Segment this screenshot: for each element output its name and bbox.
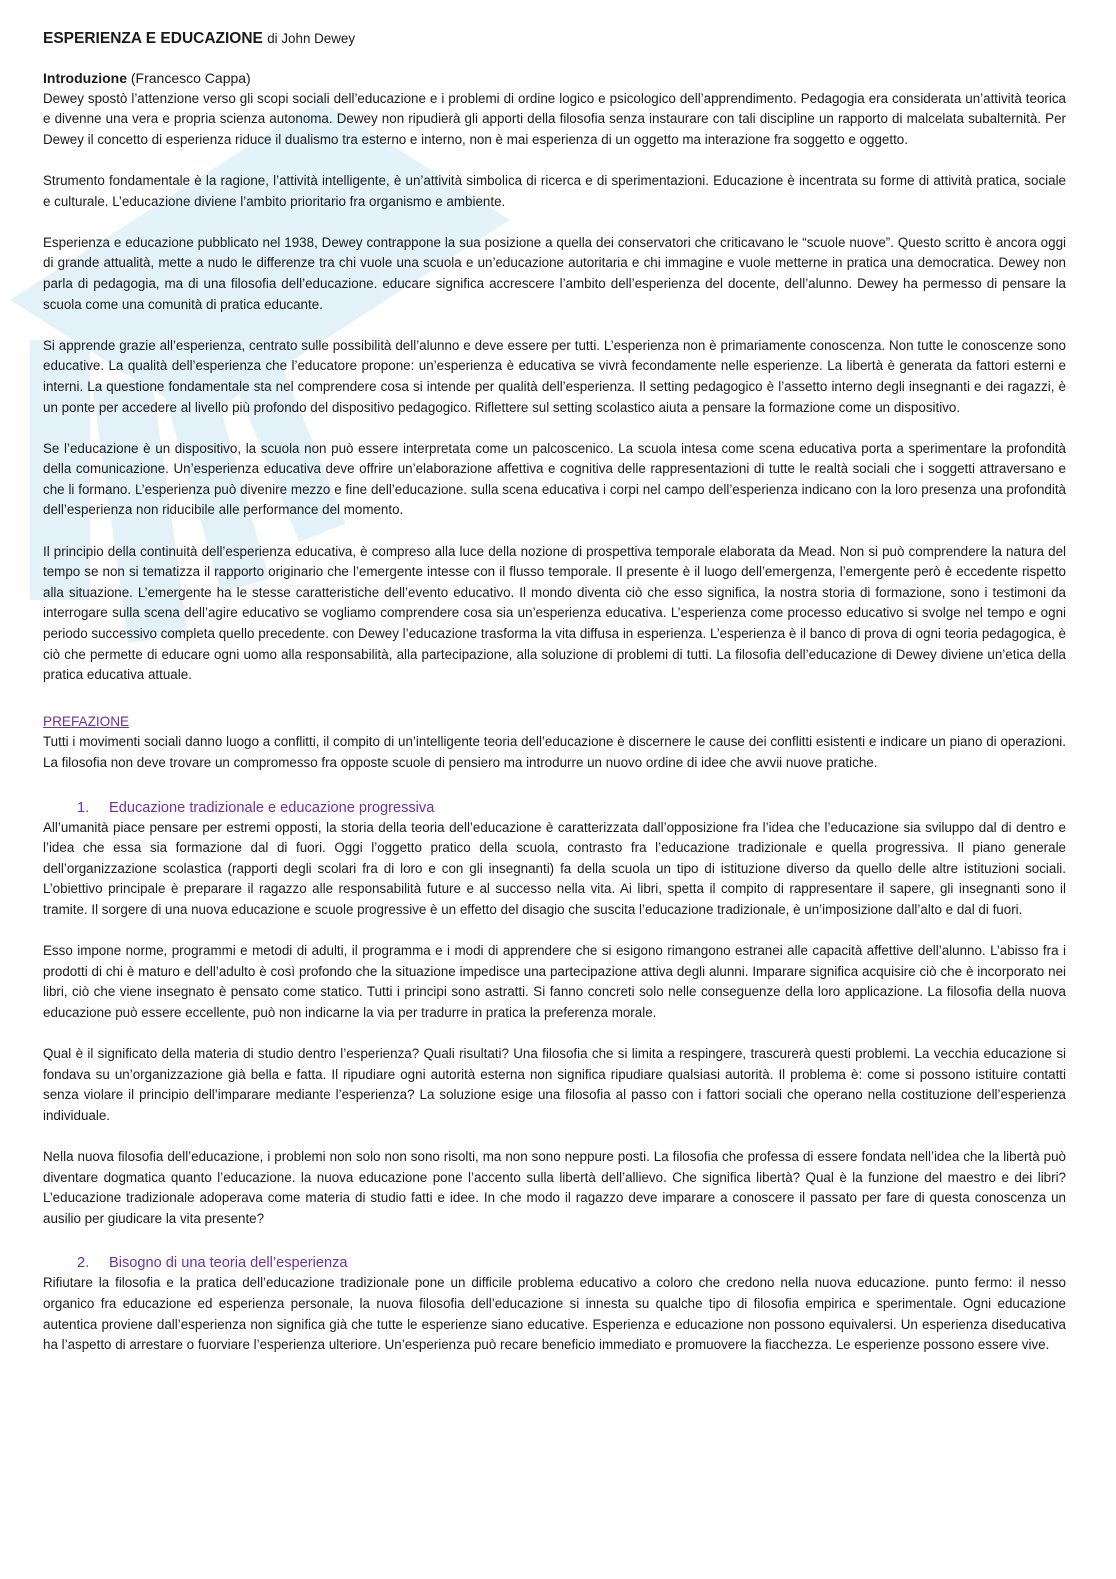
section-2-heading bbox=[43, 1253, 1066, 1273]
section-1-paragraph: Nella nuova filosofia dell’educazione, i problemi non solo non sono risolti, ma non sono neppure posti. La filosofia che professa di essere fondata nell’idea che la libertà può diventare dogmatica quanto l’educazione. la nuova educazione pone l’accento sulla libertà dell’allievo. Che significa libertà? Qual è la funzione del maestro e dei libri? L’educazione tradizionale adoperava come materia di studio fatti e idee. In che modo il ragazzo deve imparare a conoscere il passato per fare di questa conoscenza un ausilio per giudicare la vita presente? bbox=[43, 1149, 1066, 1226]
intro-paragraph: Il principio della continuità dell’esperienza educativa, è compreso alla luce della nozione di prospettiva temporale elaborata da Mead. Non si può comprendere la natura del tempo se non si tematizza il rapporto originario che l’emergente intesse con il flusso temporale. Il presente è il luogo dell’emergenza, l’emergente però è eccedente rispetto alla situazione. L’emergente ha le stesse caratteristiche dell’evento educativo. Il mondo diventa ciò che esso significa, la nostra storia di formazione, sono i testimoni da interrogare sulla scena dell’agire educativo se vogliamo comprendere cosa sia un’esperienza educativa. L’esperienza come processo educativo si svolge nel tempo e ogni periodo successivo completa quello precedente. con Dewey l’educazione trasforma la vita diffusa in esperienza. L’esperienza è il banco di prova di ogni teoria pedagogica, è ciò che permette di educare ogni uomo alla responsabilità, alla partecipazione, alla soluzione di problemi di tutti. La filosofia dell’educazione di Dewey diviene un’etica della pratica educativa attuale. bbox=[43, 543, 1066, 683]
section-2-number: 2. bbox=[77, 1255, 90, 1272]
intro-heading-label: Introduzione bbox=[43, 70, 127, 86]
section-1-title: Educazione tradizionale e educazione progressiva bbox=[109, 799, 435, 816]
title-author: di John Dewey bbox=[267, 31, 356, 46]
intro-paragraph: Strumento fondamentale è la ragione, l’attività intelligente, è un’attività simbolica di ricerca e di sperimentazioni. Educazione è incentrata su forme di attività pratica, sociale e culturale. L’educazione diviene l’ambito prioritario fra organismo e ambiente. bbox=[43, 172, 1066, 209]
intro-heading bbox=[43, 68, 1066, 89]
section-1-paragraph: Esso impone norme, programmi e metodi di adulti, il programma e i modi di apprendere che si esigono rimangono estranei alle capacità affettive dell’alunno. L’abisso fra i prodotti di chi è maturo e dell’adulto è così profondo che la situazione impedisce una partecipazione attiva degli alunni. Imparare significa acquisire ciò che è incorporato nei libri, ciò che viene insegnato è pensato come statico. Tutti i principi sono astratti. Si fanno concreti solo nelle conseguenze della loro applicazione. La filosofia della nuova educazione può essere eccellente, può non indicarne la via per tradurre in pratica la preferenza morale. bbox=[43, 943, 1066, 1020]
intro-heading-note: (Francesco Cappa) bbox=[130, 70, 251, 86]
preface-paragraph: Tutti i movimenti sociali danno luogo a conflitti, il compito di un’intelligente teoria dell’educazione è discernere le cause dei conflitti esistenti e indicare un piano di operazioni. La filosofia non deve trovare un compromesso fra opposte scuole di pensiero ma introdurre un nuovo ordine di idee che avvii nuove pratiche. bbox=[43, 734, 1066, 770]
section-1-paragraph: Qual è il significato della materia di studio dentro l’esperienza? Quali risultati? Una filosofia che si limita a respingere, trascurerà questi problemi. La vecchia educazione si fondava su un’organizzazione già bella e fatta. Il ripudiare ogni autorità esterna non significa ripudiare qualsiasi autorità. Il problema è: come si possono istituire contatti senza violare il principio dell’imparare mediante l’esperienza? La soluzione esige una filosofia al passo con i fattori sociali che operano nella costituzione dell’esperienza individuale. bbox=[43, 1046, 1066, 1123]
section-1-heading bbox=[43, 798, 1066, 818]
preface-heading: PREFAZIONE bbox=[43, 713, 130, 729]
title-main: ESPERIENZA E EDUCAZIONE bbox=[43, 30, 263, 47]
intro-paragraph: Esperienza e educazione pubblicato nel 1938, Dewey contrappone la sua posizione a quella dei conservatori che criticavano le “scuole nuove”. Questo scritto è ancora oggi di grande attualità, mette a nudo le differenze tra chi vuole una scuola e un’educazione autoritaria e chi immagine e vuole metterne in pratica una democratica. Dewey non parla di pedagogia, ma di una filosofia dell’educazione. educare significa accrescere l’ambito dell’esperienza del docente, dell’alunno. Dewey ha permesso di pensare la scuola come una comunità di pratica educante. bbox=[43, 234, 1066, 312]
intro-section bbox=[43, 89, 1066, 686]
intro-paragraph: Dewey spostò l’attenzione verso gli scopi sociali dell’educazione e i problemi di ordine logico e psicologico dell’apprendimento. Pedagogia era considerata un’attività teorica e divenne una vera e propria scienza autonoma. Dewey non ripudierà gli apporti della filosofia senza instaurare con tali discipline un rapporto di malcelata subalternità. Per Dewey il concetto di esperienza riduce il dualismo tra esterno e interno, non è mai esperienza di un oggetto ma interazione fra soggetto e oggetto. bbox=[43, 90, 1066, 147]
document-title bbox=[43, 28, 1066, 50]
section-2-title: Bisogno di una teoria dell’esperienza bbox=[109, 1255, 348, 1272]
intro-paragraph: Si apprende grazie all’esperienza, centrato sulle possibilità dell’alunno e deve essere per tutti. L’esperienza non è primariamente conoscenza. Non tutte le conoscenze sono educative. La qualità dell’esperienza che l’educatore propone: un’esperienza è educativa se vivrà fecondamente nelle esperienze. La libertà è generata da fattori esterni e interni. La questione fondamentale sta nel comprendere cosa si intende per qualità dell’esperienza. Il setting pedagogico è l’assetto interno degli insegnanti e dei ragazzi, è un ponte per accedere al livello più profondo del dispositivo pedagogico. Riflettere sul setting scolastico aiuta a pensare la formazione come un dispositivo. bbox=[43, 337, 1066, 415]
intro-paragraph: Se l’educazione è un dispositivo, la scuola non può essere interpretata come un palcoscenico. La scuola intesa come scena educativa porta a sperimentare la profondità della comunicazione. Un’esperienza educativa deve offrire un’elaborazione affettiva e cognitiva delle rappresentazioni di tutte le realtà sociali che i soggetti attraversano e che li formano. L’esperienza può divenire mezzo e fine dell’educazione. sulla scena educativa i corpi nel campo dell’esperienza indicano con la loro presenza una profondità dell’esperienza non riducibile alle performance del momento. bbox=[43, 440, 1066, 518]
section-2-paragraph: Rifiutare la filosofia e la pratica dell’educazione tradizionale pone un difficile problema educativo a coloro che credono nella nuova educazione. punto fermo: il nesso organico fra educazione ed esperienza personale, la nuova filosofia dell’educazione si innesta su qualche tipo di filosofia empirica e sperimentale. Ogni educazione autentica proviene dall’esperienza non significa già che tutte le esperienze siano educative. Esperienza e educazione non possono equivalersi. Un esperienza diseducativa ha l’aspetto di arrestare o fuorviare l’esperienza ulteriore. Un’esperienza può recare beneficio immediato e promuovere la fiacchezza. Le esperienze possono essere vive. bbox=[43, 1275, 1066, 1353]
section-1-number: 1. bbox=[77, 799, 90, 816]
section-1-paragraph: All’umanità piace pensare per estremi opposti, la storia della teoria dell’educazione è caratterizzata dall’opposizione fra l’idea che l’educazione sia sviluppo dal di dentro e l’idea che essa sia formazione dal di fuori. Oggi l’oggetto pratico della scuola, contrasto fra l’educazione tradizionale e quella progressiva. Il piano generale dell’organizzazione scolastica (rapporti degli scolari fra di loro e con gli insegnanti) fa della scuola un tipo di istituzione diverso da quello delle altre istituzioni sociali. L’obiettivo principale è preparare il ragazzo alle responsabilità future e al successo nella vita. Ai libri, spetta il compito di rappresentare il sapere, gli insegnanti sono il tramite. Il sorgere di una nuova educazione e scuole progressive è un effetto del disagio che suscita l’educazione tradizionale, è un’imposizione dall’alto e dal di fuori. bbox=[43, 819, 1066, 917]
section-1-body bbox=[43, 818, 1066, 1230]
